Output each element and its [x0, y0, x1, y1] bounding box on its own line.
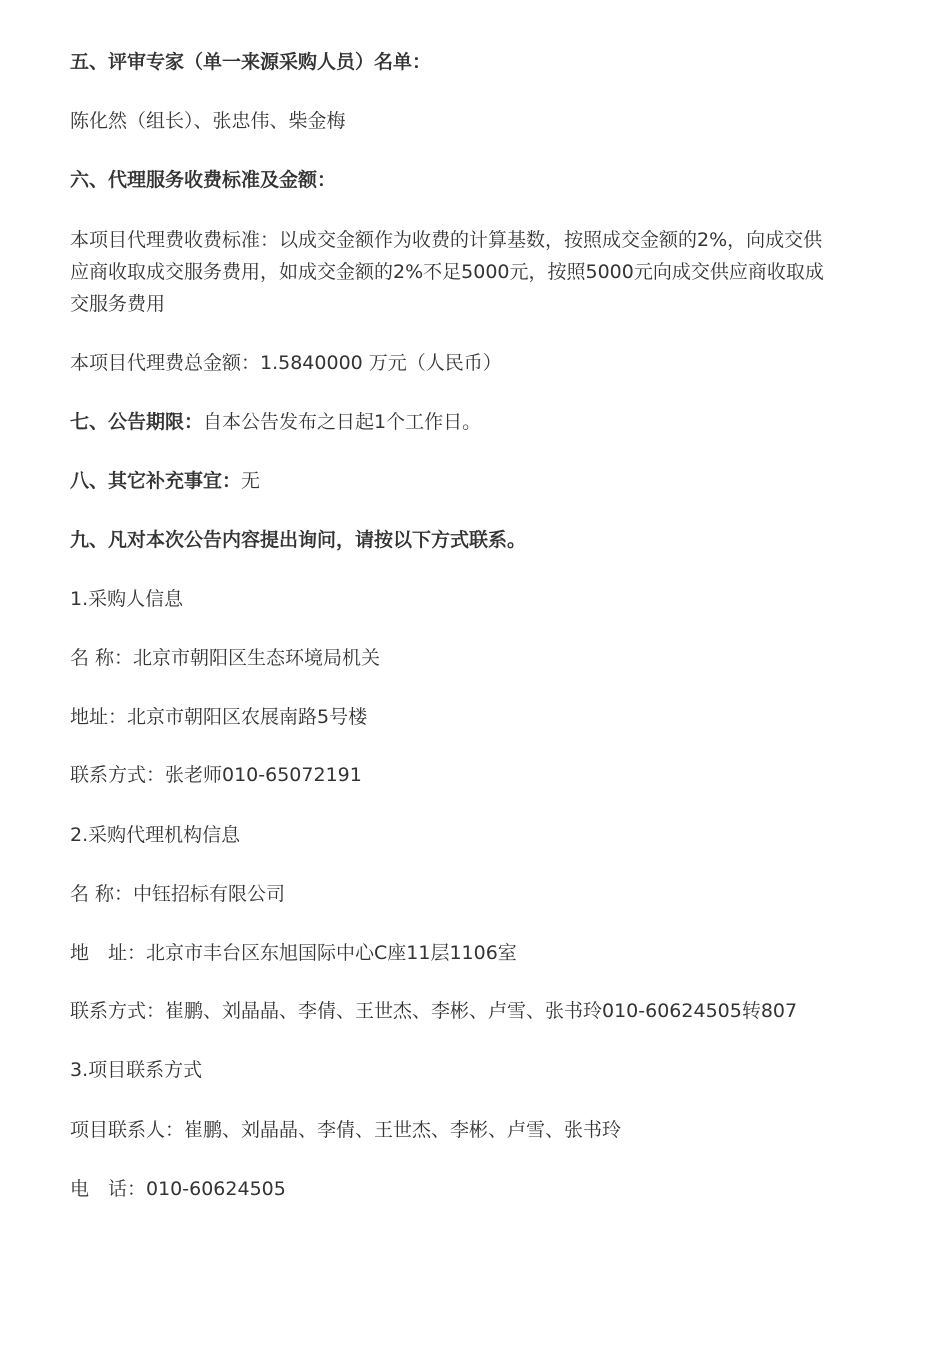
purchaser-title: 1.采购人信息: [70, 588, 184, 610]
agency-title: 2.采购代理机构信息: [70, 824, 241, 846]
section-7-label: 七、公告期限：: [70, 411, 204, 433]
review-experts-list: 陈化然（组长）、张忠伟、柴金梅: [70, 110, 346, 132]
section-8-value: 无: [241, 470, 261, 492]
section-7: [70, 407, 481, 437]
section-9-heading: 九、凡对本次公告内容提出询问，请按以下方式联系。: [70, 529, 527, 551]
fee-standard-line-1: 本项目代理费收费标准：以成交金额作为收费的计算基数，按照成交金额的2%，向成交供: [70, 229, 823, 251]
section-8: [70, 466, 260, 496]
project-contact-person: 项目联系人：崔鹏、刘晶晶、李倩、王世杰、李彬、卢雪、张书玲: [70, 1119, 622, 1141]
project-contact-phone: 电 话：010-60624505: [70, 1178, 286, 1200]
section-8-label: 八、其它补充事宜：: [70, 470, 242, 492]
fee-standard-line-3: 交服务费用: [70, 293, 166, 315]
fee-standard-line-2: 应商收取成交服务费用，如成交金额的2%不足5000元，按照5000元向成交供应商收取成: [70, 261, 824, 283]
project-contact-title: 3.项目联系方式: [70, 1059, 203, 1081]
agency-contact: 联系方式：崔鹏、刘晶晶、李倩、王世杰、李彬、卢雪、张书玲010-60624505转807: [70, 1000, 798, 1022]
section-7-value: 自本公告发布之日起1个工作日。: [203, 411, 482, 433]
agency-address: 地 址：北京市丰台区东旭国际中心C座11层1106室: [70, 942, 517, 964]
section-5-heading: 五、评审专家（单一来源采购人员）名单：: [70, 51, 432, 73]
purchaser-contact: 联系方式：张老师010-65072191: [70, 764, 362, 786]
purchaser-name: 名 称：北京市朝阳区生态环境局机关: [70, 647, 381, 669]
fee-total: 本项目代理费总金额：1.5840000 万元（人民币）: [70, 352, 502, 374]
section-6-heading: 六、代理服务收费标准及金额：: [70, 169, 337, 191]
agency-name: 名 称：中钰招标有限公司: [70, 883, 286, 905]
purchaser-address: 地址：北京市朝阳区农展南路5号楼: [70, 706, 368, 728]
